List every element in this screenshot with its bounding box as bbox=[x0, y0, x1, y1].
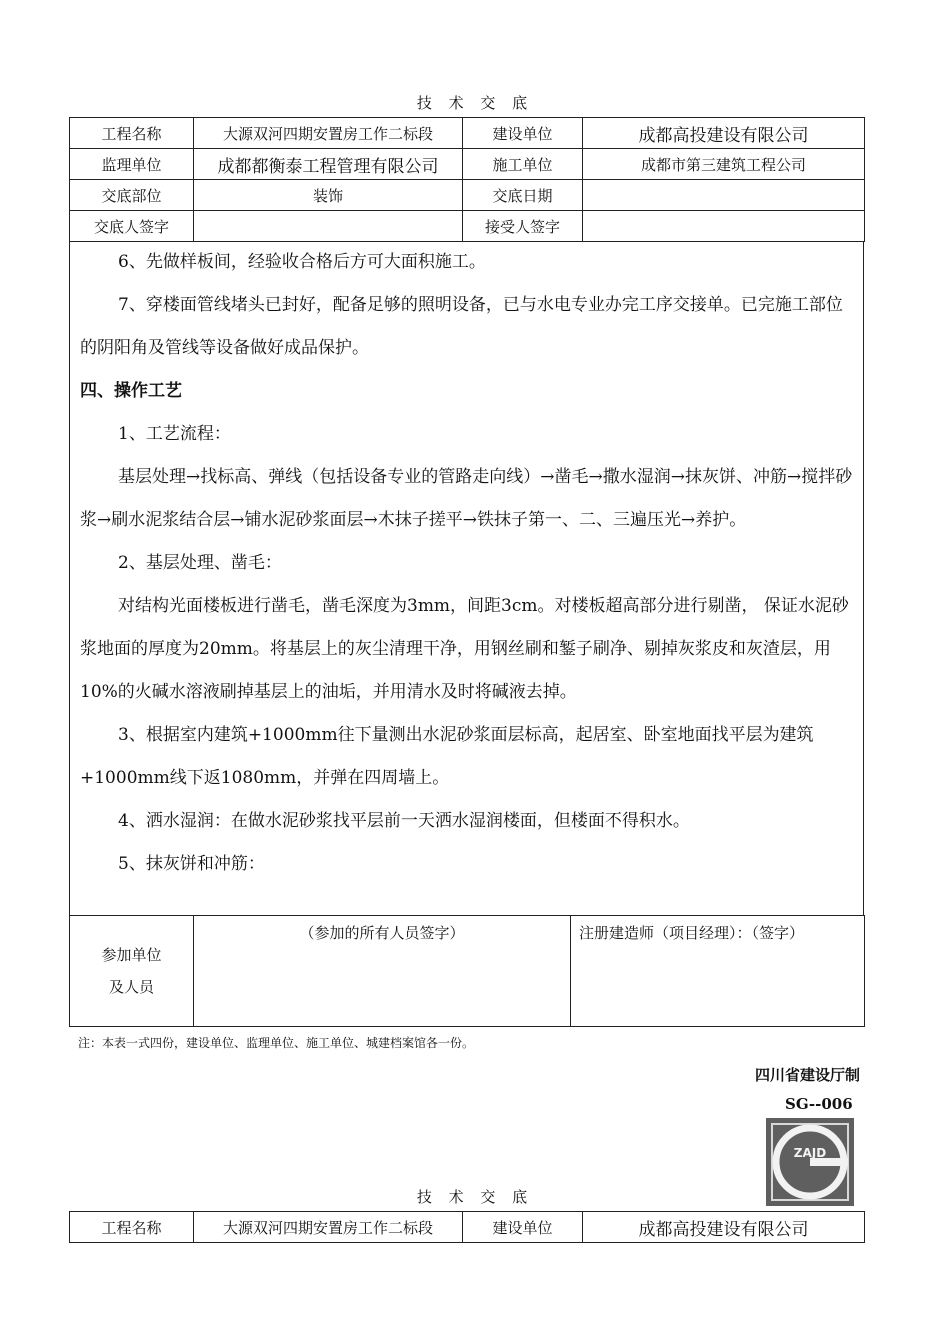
issuer: 四川省建设厅制 bbox=[754, 1066, 860, 1084]
table-row bbox=[70, 211, 865, 242]
document-title: 技 术 交 底 bbox=[416, 94, 534, 112]
document-title: 技 术 交 底 bbox=[416, 1188, 534, 1206]
supervisor-label: 监理单位 bbox=[70, 149, 194, 180]
manager-signature-area: 注册建造师（项目经理）：（签字） bbox=[571, 916, 865, 1027]
project-name-value: 大源双河四期安置房工作二标段 bbox=[194, 118, 463, 149]
form-code: SG--006 bbox=[785, 1095, 853, 1113]
paragraph: 对结构光面楼板进行凿毛，凿毛深度为3mm，间距3cm。对楼板超高部分进行剔凿， 保证水泥砂浆地面的厚度为20mm。将基层上的灰尘清理干净，用钢丝刷和錾子刷净、剔掉灰浆皮和灰渣层，用10%的火碱水溶液刷掉基层上的油垢，并用清水及时将碱液去掉。 bbox=[80, 596, 849, 702]
paragraph: 3、根据室内建筑+1000mm往下量测出水泥砂浆面层标高，起居室、卧室地面找平层为建筑+1000mm线下返1080mm，并弹在四周墙上。 bbox=[80, 725, 814, 788]
paragraph: 7、穿楼面管线堵头已封好，配备足够的照明设备，已与水电专业办完工序交接单。已完施工部位的阴阳角及管线等设备做好成品保护。 bbox=[80, 295, 843, 358]
builder-value: 成都高投建设有限公司 bbox=[583, 118, 865, 149]
contractor-value: 成都市第三建筑工程公司 bbox=[583, 149, 865, 180]
builder-label: 建设单位 bbox=[463, 118, 583, 149]
builder-value: 成都高投建设有限公司 bbox=[583, 1212, 865, 1243]
giver-signature-value bbox=[194, 211, 463, 242]
content-body bbox=[69, 241, 864, 915]
receiver-signature-label: 接受人签字 bbox=[463, 211, 583, 242]
project-info-table bbox=[69, 1211, 865, 1243]
paragraph: 4、洒水湿润：在做水泥砂浆找平层前一天洒水湿润楼面，但楼面不得积水。 bbox=[118, 811, 690, 831]
signature-table bbox=[69, 915, 865, 1027]
part-value: 装饰 bbox=[194, 180, 463, 211]
giver-signature-label: 交底人签字 bbox=[70, 211, 194, 242]
table-row bbox=[70, 916, 865, 1027]
receiver-signature-value bbox=[583, 211, 865, 242]
seal-text: ZAJD bbox=[793, 1146, 827, 1160]
part-label: 交底部位 bbox=[70, 180, 194, 211]
table-row bbox=[70, 1212, 865, 1243]
date-label: 交底日期 bbox=[463, 180, 583, 211]
date-value bbox=[583, 180, 865, 211]
participants-label-line2: 及人员 bbox=[108, 978, 154, 996]
project-name-label: 工程名称 bbox=[70, 1212, 194, 1243]
participants-label bbox=[70, 916, 194, 1027]
table-row bbox=[70, 149, 865, 180]
project-name-label: 工程名称 bbox=[70, 118, 194, 149]
project-name-value: 大源双河四期安置房工作二标段 bbox=[194, 1212, 463, 1243]
paragraph: 6、先做样板间，经验收合格后方可大面积施工。 bbox=[118, 252, 486, 272]
participants-label-line1: 参加单位 bbox=[101, 946, 162, 964]
participants-signature-area: （参加的所有人员签字） bbox=[194, 916, 571, 1027]
contractor-label: 施工单位 bbox=[463, 149, 583, 180]
section-heading: 四、操作工艺 bbox=[80, 381, 182, 401]
paragraph: 2、基层处理、凿毛： bbox=[118, 553, 282, 573]
project-info-table bbox=[69, 117, 865, 242]
supervisor-value: 成都都衡泰工程管理有限公司 bbox=[194, 149, 463, 180]
paragraph: 5、抹灰饼和冲筋： bbox=[118, 854, 265, 874]
paragraph: 1、工艺流程： bbox=[118, 424, 231, 444]
footnote: 注：本表一式四份，建设单位、监理单位、施工单位、城建档案馆各一份。 bbox=[78, 1036, 475, 1050]
paragraph: 基层处理→找标高、弹线（包括设备专业的管路走向线）→凿毛→撒水湿润→抹灰饼、冲筋→搅拌砂浆→刷水泥浆结合层→铺水泥砂浆面层→木抹子搓平→铁抹子第一、二、三遍压光→养护。 bbox=[80, 467, 853, 530]
table-row bbox=[70, 180, 865, 211]
builder-label: 建设单位 bbox=[463, 1212, 583, 1243]
table-row bbox=[70, 118, 865, 149]
